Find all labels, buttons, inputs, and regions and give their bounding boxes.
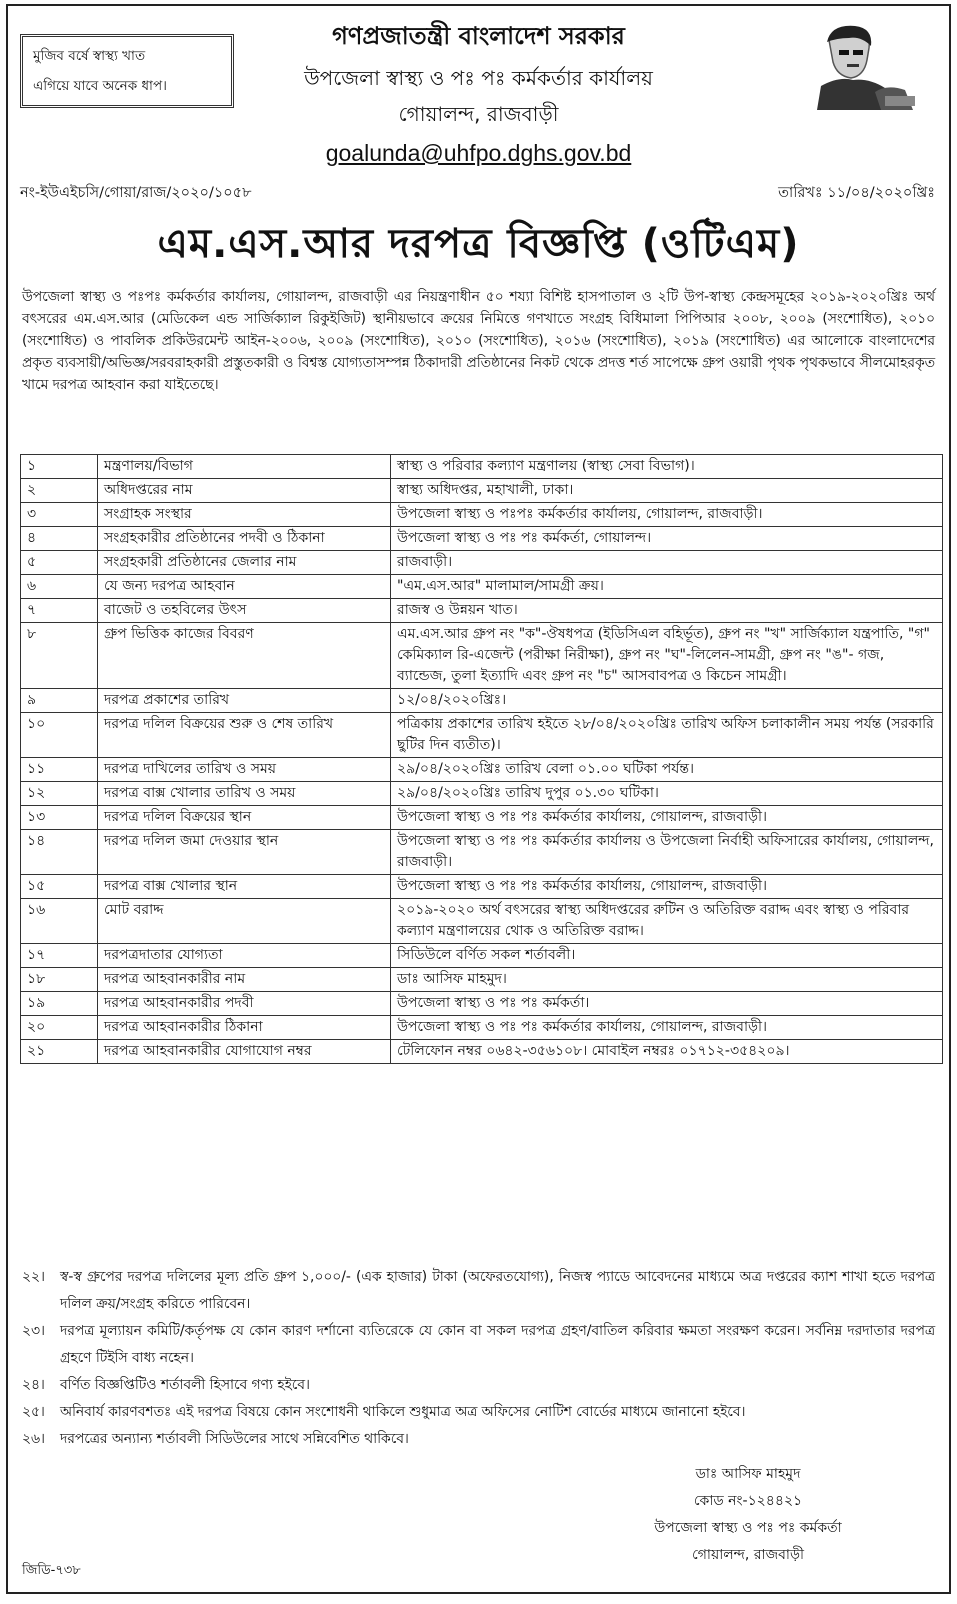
row-label: দরপত্র আহবানকারীর পদবী [98, 992, 391, 1016]
row-label: দরপত্র বাক্স খোলার তারিখ ও সময় [98, 782, 391, 806]
row-label: সংগ্রাহক সংস্থার [98, 503, 391, 527]
table-row [21, 806, 943, 830]
signatory-place: গোয়ালন্দ, রাজবাড়ী [692, 1547, 804, 1563]
row-value: ১২/০৪/২০২০খ্রিঃ। [391, 689, 943, 713]
signatory-name: ডাঃ আসিফ মাহমুদ [695, 1466, 801, 1482]
row-number: ২১ [21, 1040, 98, 1064]
row-value: রাজস্ব ও উন্নয়ন খাত। [391, 599, 943, 623]
row-number: ১৪ [21, 830, 98, 875]
row-label: সংগ্রহকারী প্রতিষ্ঠানের জেলার নাম [98, 551, 391, 575]
note-item [22, 1264, 935, 1318]
row-number: ১৬ [21, 899, 98, 944]
row-label: দরপত্র দলিল জমা দেওয়ার স্থান [98, 830, 391, 875]
memo-number: নং-ইউএইচসি/গোয়া/রাজ/২০২০/১০৫৮ [20, 185, 252, 201]
government-name: গণপ্রজাতন্ত্রী বাংলাদেশ সরকার [332, 22, 625, 50]
table-row [21, 455, 943, 479]
row-value: উপজেলা স্বাস্থ্য ও পঃ পঃ কর্মকর্তা, গোয়ালন্দ। [391, 527, 943, 551]
row-label: দরপত্র প্রকাশের তারিখ [98, 689, 391, 713]
office-location: গোয়ালন্দ, রাজবাড়ী [398, 102, 559, 126]
row-value: "এম.এস.আর" মালামাল/সামগ্রী ক্রয়। [391, 575, 943, 599]
footer-reference: জিডি-৭৩৮ [22, 1563, 81, 1578]
row-number: ১১ [21, 758, 98, 782]
notes-list [22, 1264, 935, 1453]
table-row [21, 1040, 943, 1064]
row-number: ১ [21, 455, 98, 479]
table-row [21, 479, 943, 503]
row-value: ২৯/০৪/২০২০খ্রিঃ তারিখ বেলা ০১.০০ ঘটিকা পর্যন্ত। [391, 758, 943, 782]
table-row [21, 599, 943, 623]
table-row [21, 503, 943, 527]
row-value: পত্রিকায় প্রকাশের তারিখ হইতে ২৮/০৪/২০২০খ্রিঃ তারিখ অফিস চলাকালীন সময় পর্যন্ত (সরকারি ছুটির দিন ব্যতীত)। [391, 713, 943, 758]
tender-notice [6, 4, 951, 1594]
row-label: দরপত্র দাখিলের তারিখ ও সময় [98, 758, 391, 782]
signatory-code: কোড নং-১২৪৪২১ [693, 1493, 803, 1509]
row-value: উপজেলা স্বাস্থ্য ও পঃ পঃ কর্মকর্তা। [391, 992, 943, 1016]
row-number: ১৭ [21, 944, 98, 968]
row-number: ৬ [21, 575, 98, 599]
signatory-designation: উপজেলা স্বাস্থ্য ও পঃ পঃ কর্মকর্তা [654, 1520, 842, 1536]
office-email: goalunda@uhfpo.dghs.gov.bd [325, 140, 632, 166]
row-value: এম.এস.আর গ্রুপ নং "ক"-ঔষধপত্র (ইডিসিএল বহির্ভূত), গ্রুপ নং "খ" সার্জিক্যাল যন্ত্রপাতি, "গ" কেমিক্যাল রি-এজেন্ট (পরীক্ষা নিরীক্ষা), গ্রুপ নং "ঘ"-লিলেন-সামগ্রী, গ্রুপ নং "ঙ"- গজ, ব্যান্ডেজ, তুলা ইত্যাদি এবং গ্রুপ নং "চ" আসবাবপত্র ও কিচেন সামগ্রী। [391, 623, 943, 689]
row-value: উপজেলা স্বাস্থ্য ও পঃ পঃ কর্মকর্তার কার্যালয় ও উপজেলা নির্বাহী অফিসারের কার্যালয়, গোয়ালন্দ, রাজবাড়ী। [391, 830, 943, 875]
row-label: দরপত্র আহবানকারীর যোগাযোগ নম্বর [98, 1040, 391, 1064]
row-value: উপজেলা স্বাস্থ্য ও পঃ পঃ কর্মকর্তার কার্যালয়, গোয়ালন্দ, রাজবাড়ী। [391, 806, 943, 830]
row-value: স্বাস্থ্য ও পরিবার কল্যাণ মন্ত্রণালয় (স্বাস্থ্য সেবা বিভাগ)। [391, 455, 943, 479]
table-row [21, 758, 943, 782]
table-row [21, 689, 943, 713]
note-item [22, 1399, 935, 1426]
row-value: রাজবাড়ী। [391, 551, 943, 575]
note-number: ২৬। [22, 1431, 45, 1447]
row-number: ৫ [21, 551, 98, 575]
table-row [21, 713, 943, 758]
table-row [21, 1016, 943, 1040]
intro-paragraph: উপজেলা স্বাস্থ্য ও পঃপঃ কর্মকর্তার কার্যালয়, গোয়ালন্দ, রাজবাড়ী এর নিয়ন্ত্রণাধীন ৫০ শয্যা বিশিষ্ট হাসপাতাল ও ২টি উপ-স্বাস্থ্য কেন্দ্রসমূহের ২০১৯-২০২০খ্রিঃ অর্থ বৎসরের এম.এস.আর (মেডিকেল এন্ড সার্জিক্যাল রিকুইজিট) স্থানীয়ভাবে ক্রয়ের নিমিত্তে গণখাতে সংগ্রহ বিধিমালা পিপিআর ২০০৮, ২০০৯ (সংশোধিত), ২০১০ (সংশোধিত) ও পাবলিক প্রকিউরমেন্ট আইন-২০০৬, ২০০৯ (সংশোধিত), ২০১০ (সংশোধিত), ২০১৬ (সংশোধিত), ২০১৯ (সংশোধিত) এর আলোকে বাংলাদেশের প্রকৃত ব্যবসায়ী/অভিজ্ঞ/সরবরাহকারী প্রস্তুতকারী ও বিশ্বস্ত যোগ্যতাসম্পন্ন ঠিকাদারী প্রতিষ্ঠানের নিকট থেকে প্রদত্ত শর্ত সাপেক্ষে গ্রুপ ওয়ারী পৃথক পৃথকভাবে সীলমোহরকৃত খামে দরপত্র আহবান করা যাইতেছে। [22, 289, 935, 393]
table-row [21, 968, 943, 992]
row-value: উপজেলা স্বাস্থ্য ও পঃ পঃ কর্মকর্তার কার্যালয়, গোয়ালন্দ, রাজবাড়ী। [391, 875, 943, 899]
table-row [21, 782, 943, 806]
table-row [21, 992, 943, 1016]
notice-date: তারিখঃ ১১/০৪/২০২০খ্রিঃ [778, 185, 935, 201]
note-number: ২৪। [22, 1377, 45, 1393]
note-text: দরপত্রের অন্যান্য শর্তাবলী সিডিউলের সাথে সন্নিবেশিত থাকিবে। [60, 1431, 409, 1447]
row-number: ১৩ [21, 806, 98, 830]
row-number: ৪ [21, 527, 98, 551]
notice-title: এম.এস.আর দরপত্র বিজ্ঞপ্তি (ওটিএম) [157, 221, 800, 267]
row-value: ডাঃ আসিফ মাহমুদ। [391, 968, 943, 992]
row-label: দরপত্র আহবানকারীর নাম [98, 968, 391, 992]
row-value: ২০১৯-২০২০ অর্থ বৎসরের স্বাস্থ্য অধিদপ্তরের রুটিন ও অতিরিক্ত বরাদ্দ এবং স্বাস্থ্য ও পরিবার কল্যাণ মন্ত্রণালয়ের থোক ও অতিরিক্ত বরাদ্দ। [391, 899, 943, 944]
note-item [22, 1318, 935, 1372]
note-text: অনিবার্য কারণবশতঃ এই দরপত্র বিষয়ে কোন সংশোধনী থাকিলে শুধুমাত্র অত্র অফিসের নোটিশ বোর্ডের মাধ্যমে জানানো হইবে। [60, 1404, 746, 1420]
table-row [21, 899, 943, 944]
table-row [21, 551, 943, 575]
table-row [21, 623, 943, 689]
row-value: উপজেলা স্বাস্থ্য ও পঃ পঃ কর্মকর্তার কার্যালয়, গোয়ালন্দ, রাজবাড়ী। [391, 1016, 943, 1040]
office-name: উপজেলা স্বাস্থ্য ও পঃ পঃ কর্মকর্তার কার্যালয় [304, 66, 653, 90]
row-number: ৭ [21, 599, 98, 623]
note-item [22, 1372, 935, 1399]
note-number: ২৫। [22, 1404, 45, 1420]
slogan-line-2: এগিয়ে যাবে অনেক ধাপ। [33, 78, 167, 94]
row-label: দরপত্র আহবানকারীর ঠিকানা [98, 1016, 391, 1040]
row-label: দরপত্র দলিল বিক্রয়ের শুরু ও শেষ তারিখ [98, 713, 391, 758]
row-label: মোট বরাদ্দ [98, 899, 391, 944]
table-row [21, 527, 943, 551]
row-label: গ্রুপ ভিত্তিক কাজের বিবরণ [98, 623, 391, 689]
row-number: ১০ [21, 713, 98, 758]
row-number: ২০ [21, 1016, 98, 1040]
row-value: টেলিফোন নম্বর ০৬৪২-৩৫৬১০৮। মোবাইল নম্বরঃ ০১৭১২-৩৫৪২০৯। [391, 1040, 943, 1064]
row-number: ১২ [21, 782, 98, 806]
note-text: বর্ণিত বিজ্ঞপ্তিটিও শর্তাবলী হিসাবে গণ্য হইবে। [60, 1377, 310, 1393]
row-number: ৮ [21, 623, 98, 689]
row-number: ১৫ [21, 875, 98, 899]
row-label: দরপত্রদাতার যোগ্যতা [98, 944, 391, 968]
row-label: অধিদপ্তরের নাম [98, 479, 391, 503]
table-row [21, 944, 943, 968]
row-number: ৯ [21, 689, 98, 713]
row-label: দরপত্র দলিল বিক্রয়ের স্থান [98, 806, 391, 830]
slogan-line-1: মুজিব বর্ষে স্বাস্থ্য খাত [33, 48, 146, 64]
row-label: দরপত্র বাক্স খোলার স্থান [98, 875, 391, 899]
row-value: সিডিউলে বর্ণিত সকল শর্তাবলী। [391, 944, 943, 968]
note-text: স্ব-স্ব গ্রুপের দরপত্র দলিলের মূল্য প্রতি গ্রুপ ১,০০০/- (এক হাজার) টাকা (অফেরতযোগ্য), নিজস্ব প্যাডে আবেদনের মাধ্যমে অত্র দপ্তরের ক্যাশ শাখা হতে দরপত্র দলিল ক্রয়/সংগ্রহ করিতে পারিবেন। [60, 1269, 935, 1312]
table-row [21, 875, 943, 899]
note-text: দরপত্র মূল্যায়ন কমিটি/কর্তৃপক্ষ যে কোন কারণ দর্শানো ব্যতিরেকে যে কোন বা সকল দরপত্র গ্রহণ/বাতিল করিবার ক্ষমতা সংরক্ষণ করেন। সর্বনিম্ন দরদাতার দরপত্র গ্রহণে টিইসি বাধ্য নহেন। [60, 1323, 935, 1366]
row-label: মন্ত্রণালয়/বিভাগ [98, 455, 391, 479]
row-number: ২ [21, 479, 98, 503]
note-number: ২৩। [22, 1323, 45, 1339]
table-row [21, 575, 943, 599]
row-number: ৩ [21, 503, 98, 527]
note-number: ২২। [22, 1269, 45, 1285]
row-value: স্বাস্থ্য অধিদপ্তর, মহাখালী, ঢাকা। [391, 479, 943, 503]
row-number: ১৮ [21, 968, 98, 992]
row-value: উপজেলা স্বাস্থ্য ও পঃপঃ কর্মকর্তার কার্যালয়, গোয়ালন্দ, রাজবাড়ী। [391, 503, 943, 527]
row-value: ২৯/০৪/২০২০খ্রিঃ তারিখ দুপুর ০১.৩০ ঘটিকা। [391, 782, 943, 806]
row-label: সংগ্রহকারীর প্রতিষ্ঠানের পদবী ও ঠিকানা [98, 527, 391, 551]
row-label: যে জন্য দরপত্র আহবান [98, 575, 391, 599]
tender-details-table [20, 454, 943, 1064]
row-number: ১৯ [21, 992, 98, 1016]
note-item [22, 1426, 935, 1453]
table-row [21, 830, 943, 875]
row-label: বাজেট ও তহবিলের উৎস [98, 599, 391, 623]
